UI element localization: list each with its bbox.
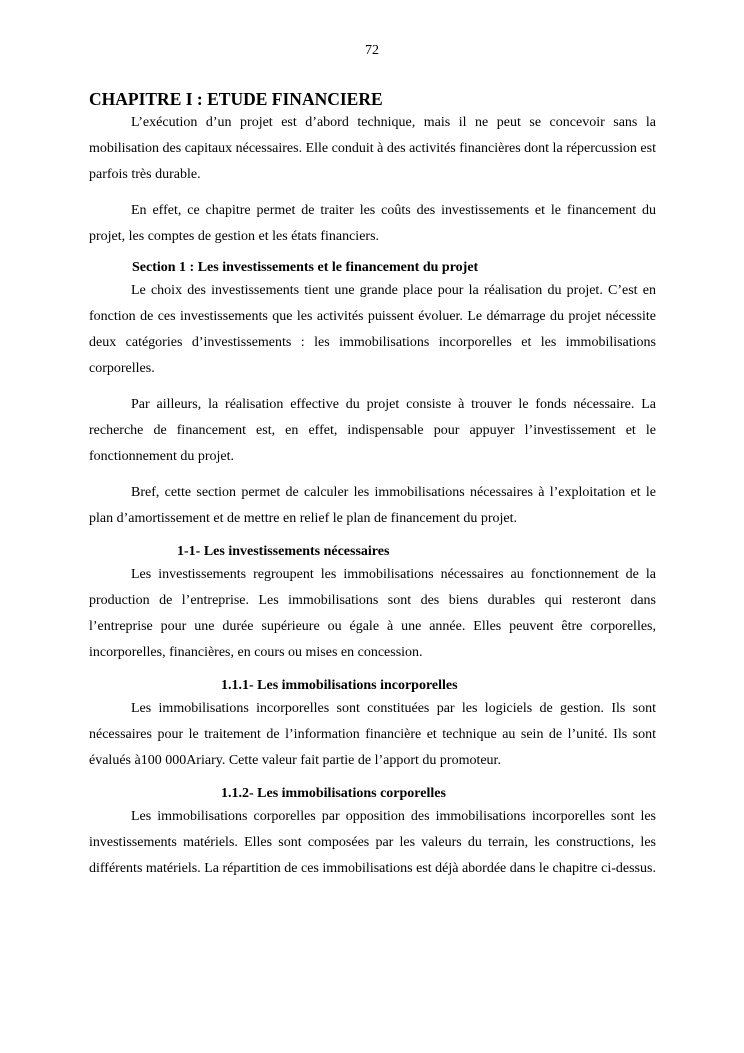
chapter-intro-paragraph: L’exécution d’un projet est d’abord technique, mais il ne peut se concevoir sans la mobilisation des capitaux nécessaires. Elle conduit à des activités financières dont la répercussion est parfois très durable. bbox=[89, 115, 656, 182]
subsection-1-1-1-heading: 1.1.1- Les immobilisations incorporelles bbox=[221, 678, 458, 693]
subsection-1-1-1-paragraph: Les immobilisations incorporelles sont constituées par les logiciels de gestion. Ils sont nécessaires pour le traitement de l’information financière et technique au sein de l’unité. Ils sont évalués à100 000Ariary. Cette valeur fait partie de l’apport du promoteur. bbox=[89, 701, 656, 768]
chapter-scope-paragraph: En effet, ce chapitre permet de traiter les coûts des investissements et le financement du projet, les comptes de gestion et les états financiers. bbox=[89, 203, 656, 244]
section-1-paragraph: Par ailleurs, la réalisation effective du projet consiste à trouver le fonds nécessaire. La recherche de financement est, en effet, indispensable pour appuyer l’investissement et le fonctionnement du projet. bbox=[89, 397, 656, 464]
section-1-heading: Section 1 : Les investissements et le financement du projet bbox=[132, 260, 479, 275]
subsection-1-1-paragraph: Les investissements regroupent les immobilisations nécessaires au fonctionnement de la production de l’entreprise. Les immobilisations sont des biens durables qui resteront dans l’entreprise pour une durée supérieure ou égale à une année. Elles peuvent être corporelles, incorporelles, financières, en cours ou mises en concession. bbox=[89, 567, 656, 660]
subsection-1-1-2-paragraph: Les immobilisations corporelles par opposition des immobilisations incorporelles sont les investissements matériels. Elles sont composées par les valeurs du terrain, les constructions, les différents matériels. La répartition de ces immobilisations est déjà abordée dans le chapitre ci-dessus. bbox=[89, 809, 656, 876]
subsection-1-1-2-heading: 1.1.2- Les immobilisations corporelles bbox=[221, 786, 446, 801]
section-1-paragraph: Bref, cette section permet de calculer les immobilisations nécessaires à l’exploitation et le plan d’amortissement et de mettre en relief le plan de financement du projet. bbox=[89, 485, 656, 526]
page-number: 72 bbox=[365, 43, 379, 58]
subsection-1-1-heading: 1-1- Les investissements nécessaires bbox=[177, 544, 390, 559]
chapter-title: CHAPITRE I : ETUDE FINANCIERE bbox=[89, 89, 383, 109]
document-body bbox=[89, 88, 656, 882]
section-1-paragraph: Le choix des investissements tient une grande place pour la réalisation du projet. C’est en fonction de ces investissements que les activités puissent évoluer. Le démarrage du projet nécessite deux catégories d’investissements : les immobilisations incorporelles et les immobilisations corporelles. bbox=[89, 283, 656, 376]
